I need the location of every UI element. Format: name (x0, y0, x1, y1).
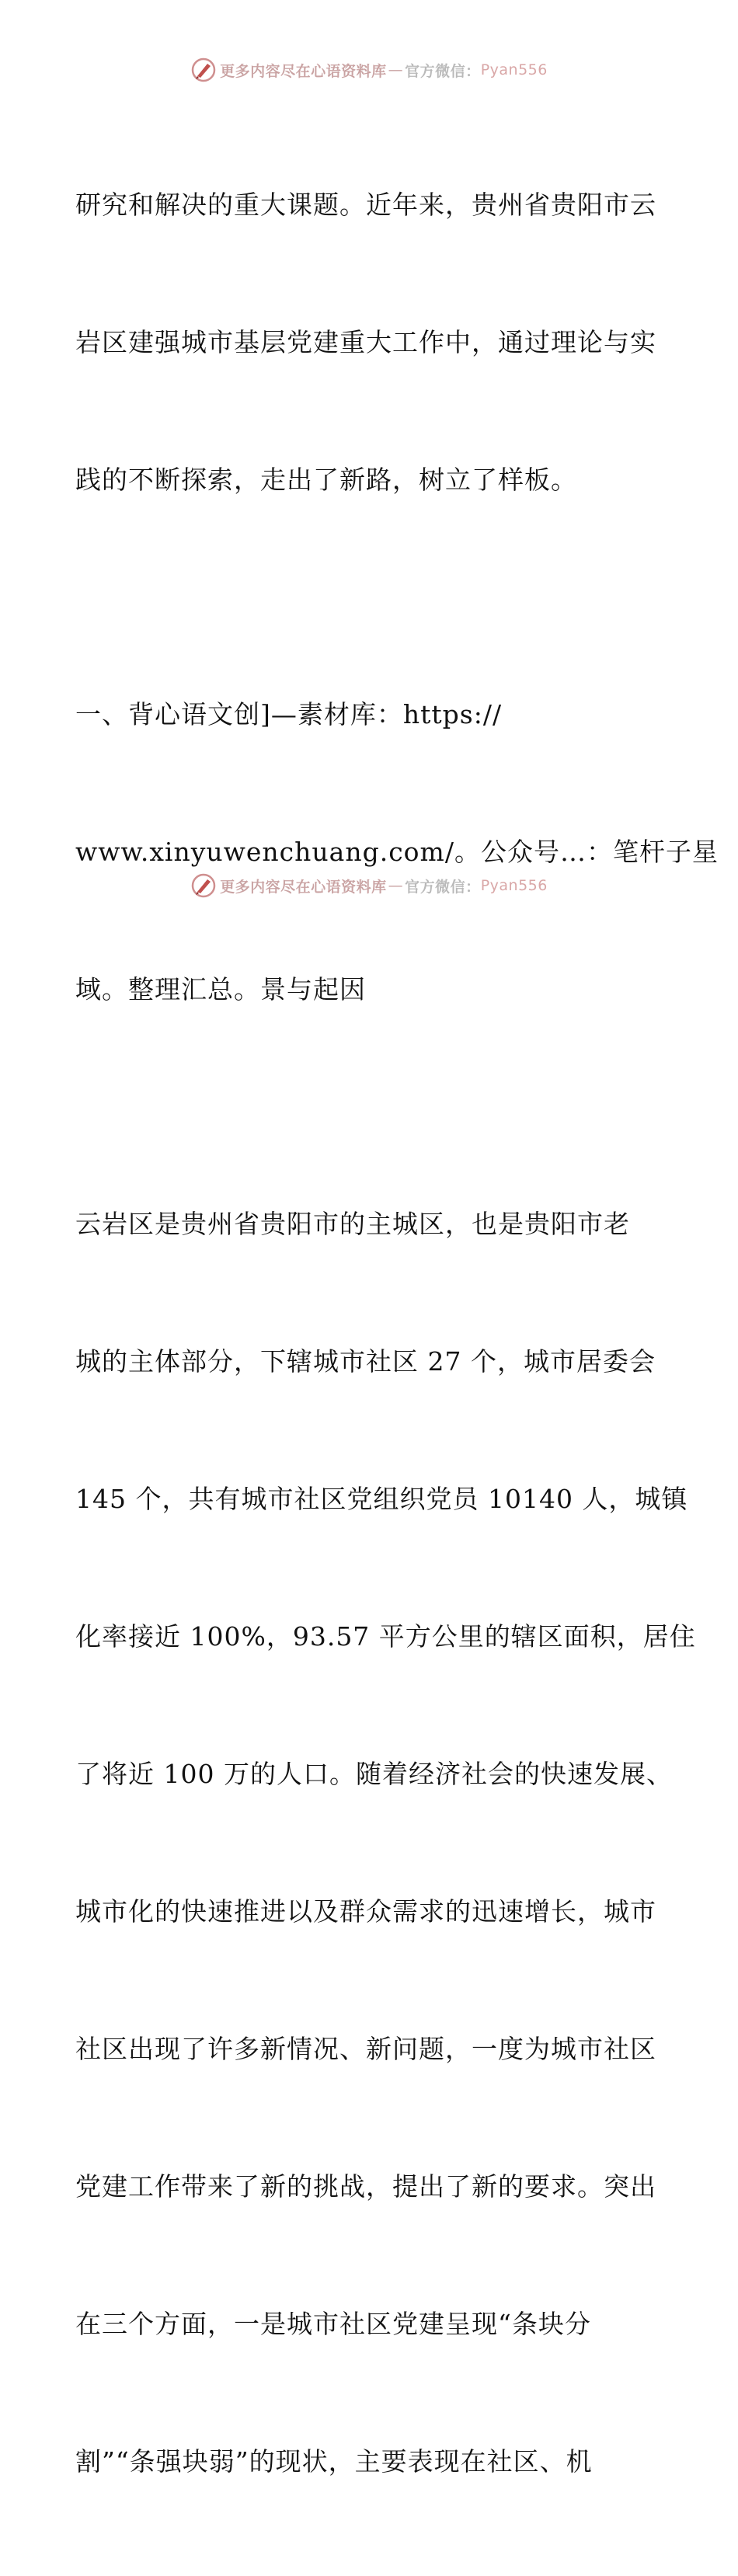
text-line: 研究和解决的重大课题。近年来，贵州省贵阳市云 (75, 190, 656, 220)
paragraph-section-heading (75, 600, 719, 1104)
document-body (75, 90, 719, 2576)
text-line: 践的不断探索，走出了新路，树立了样板。 (75, 465, 577, 495)
watermark-footer (0, 870, 738, 901)
text-line: 党建工作带来了新的挑战，提出了新的要求。突出 (75, 2171, 656, 2202)
watermark-header (0, 54, 738, 85)
watermark-text: 更多内容尽在心语资料库 (220, 878, 387, 896)
text-line: 割”“条强块弱”的现状，主要表现在社区、机 (75, 2446, 593, 2477)
text-line: 了将近 100 万的人口。随着经济社会的快速发展、 (75, 1759, 673, 1789)
paragraph-background (75, 1109, 696, 2576)
text-line: 岩区建强城市基层党建重大工作中，通过理论与实 (75, 327, 656, 357)
watermark-separator: — (388, 877, 404, 894)
text-line: 在三个方面，一是城市社区党建呈现“条块分 (75, 2309, 591, 2339)
text-line: 城市化的快速推进以及群众需求的迅速增长，城市 (75, 1896, 656, 1927)
watermark-contact-label: 官方微信： (405, 62, 481, 80)
quill-pen-icon (190, 872, 217, 899)
text-line: 145 个，共有城市社区党组织党员 10140 人，城镇 (75, 1484, 688, 1514)
text-line: 城的主体部分，下辖城市社区 27 个，城市居委会 (75, 1346, 656, 1377)
text-line: 一、背心语文创]—素材库：https:// (75, 699, 503, 729)
quill-pen-icon (190, 57, 217, 83)
paragraph-intro (75, 90, 666, 594)
text-line: 云岩区是贵州省贵阳市的主城区，也是贵阳市老 (75, 1209, 630, 1239)
watermark-contact-id: Pyan556 (480, 877, 548, 894)
watermark-text: 更多内容尽在心语资料库 (220, 62, 387, 80)
text-line: 化率接近 100%，93.57 平方公里的辖区面积，居住 (75, 1621, 696, 1652)
watermark-contact-label: 官方微信： (405, 878, 481, 896)
text-line: 社区出现了许多新情况、新问题，一度为城市社区 (75, 2034, 656, 2064)
watermark-separator: — (388, 61, 404, 78)
watermark-contact-id: Pyan556 (480, 61, 548, 78)
text-line: 域。整理汇总。景与起因 (75, 974, 366, 1004)
text-line: www.xinyuwenchuang.com/。公众号…：笔杆子星 (75, 837, 719, 867)
